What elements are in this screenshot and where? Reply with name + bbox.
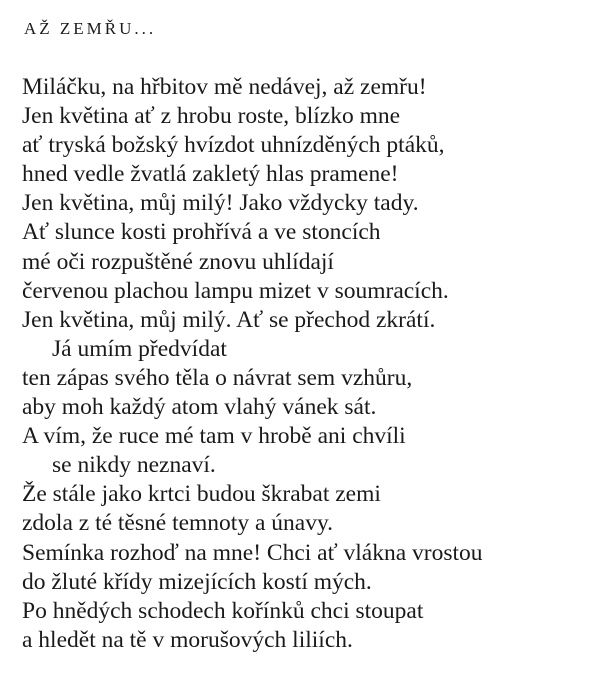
- poem-line: ten zápas svého těla o návrat sem vzhůru,: [22, 364, 413, 391]
- poem-line: mé oči rozpuštěné znovu uhlídají: [22, 248, 334, 275]
- poem-line: Jen květina, můj milý! Jako vždycky tady.: [22, 190, 419, 217]
- poem-line: Jen květina ať z hrobu roste, blízko mne: [22, 103, 401, 130]
- poem-line: Miláčku, na hřbitov mě nedávej, až zemřu!: [22, 74, 427, 100]
- poem-line: Ať slunce kosti prohřívá a ve stoncích: [22, 219, 381, 246]
- poem-line: červenou plachou lampu mizet v soumracích.: [22, 277, 449, 304]
- poem-line: aby moh každý atom vlahý vánek sát.: [22, 394, 377, 421]
- poem-line: se nikdy neznaví.: [52, 452, 216, 479]
- poem-line: a hledět na tě v morušových liliích.: [22, 626, 353, 653]
- poem-line: zdola z té těsné temnoty a únavy.: [22, 510, 334, 537]
- poem-title: AŽ ZEMŘU...: [24, 19, 157, 38]
- poem-line: Po hnědých schodech kořínků chci stoupat: [22, 597, 424, 624]
- poem-line: Že stále jako krtci budou škrabat zemi: [22, 481, 381, 508]
- poem-body: [22, 73, 602, 655]
- poem-line: hned vedle žvatlá zakletý hlas pramene!: [22, 161, 399, 188]
- poem-line: A vím, že ruce mé tam v hrobě ani chvíli: [22, 423, 406, 450]
- poem-line: Semínka rozhoď na mne! Chci ať vlákna vrostou: [22, 539, 483, 566]
- poem-line: Jen květina, můj milý. Ať se přechod zkrátí.: [22, 306, 436, 333]
- poem-line: Já umím předvídat: [52, 335, 227, 362]
- poem-line: do žluté křídy mizejících kostí mých.: [22, 568, 372, 595]
- poem-line: ať tryská božský hvízdot uhnízděných ptáků,: [22, 132, 445, 159]
